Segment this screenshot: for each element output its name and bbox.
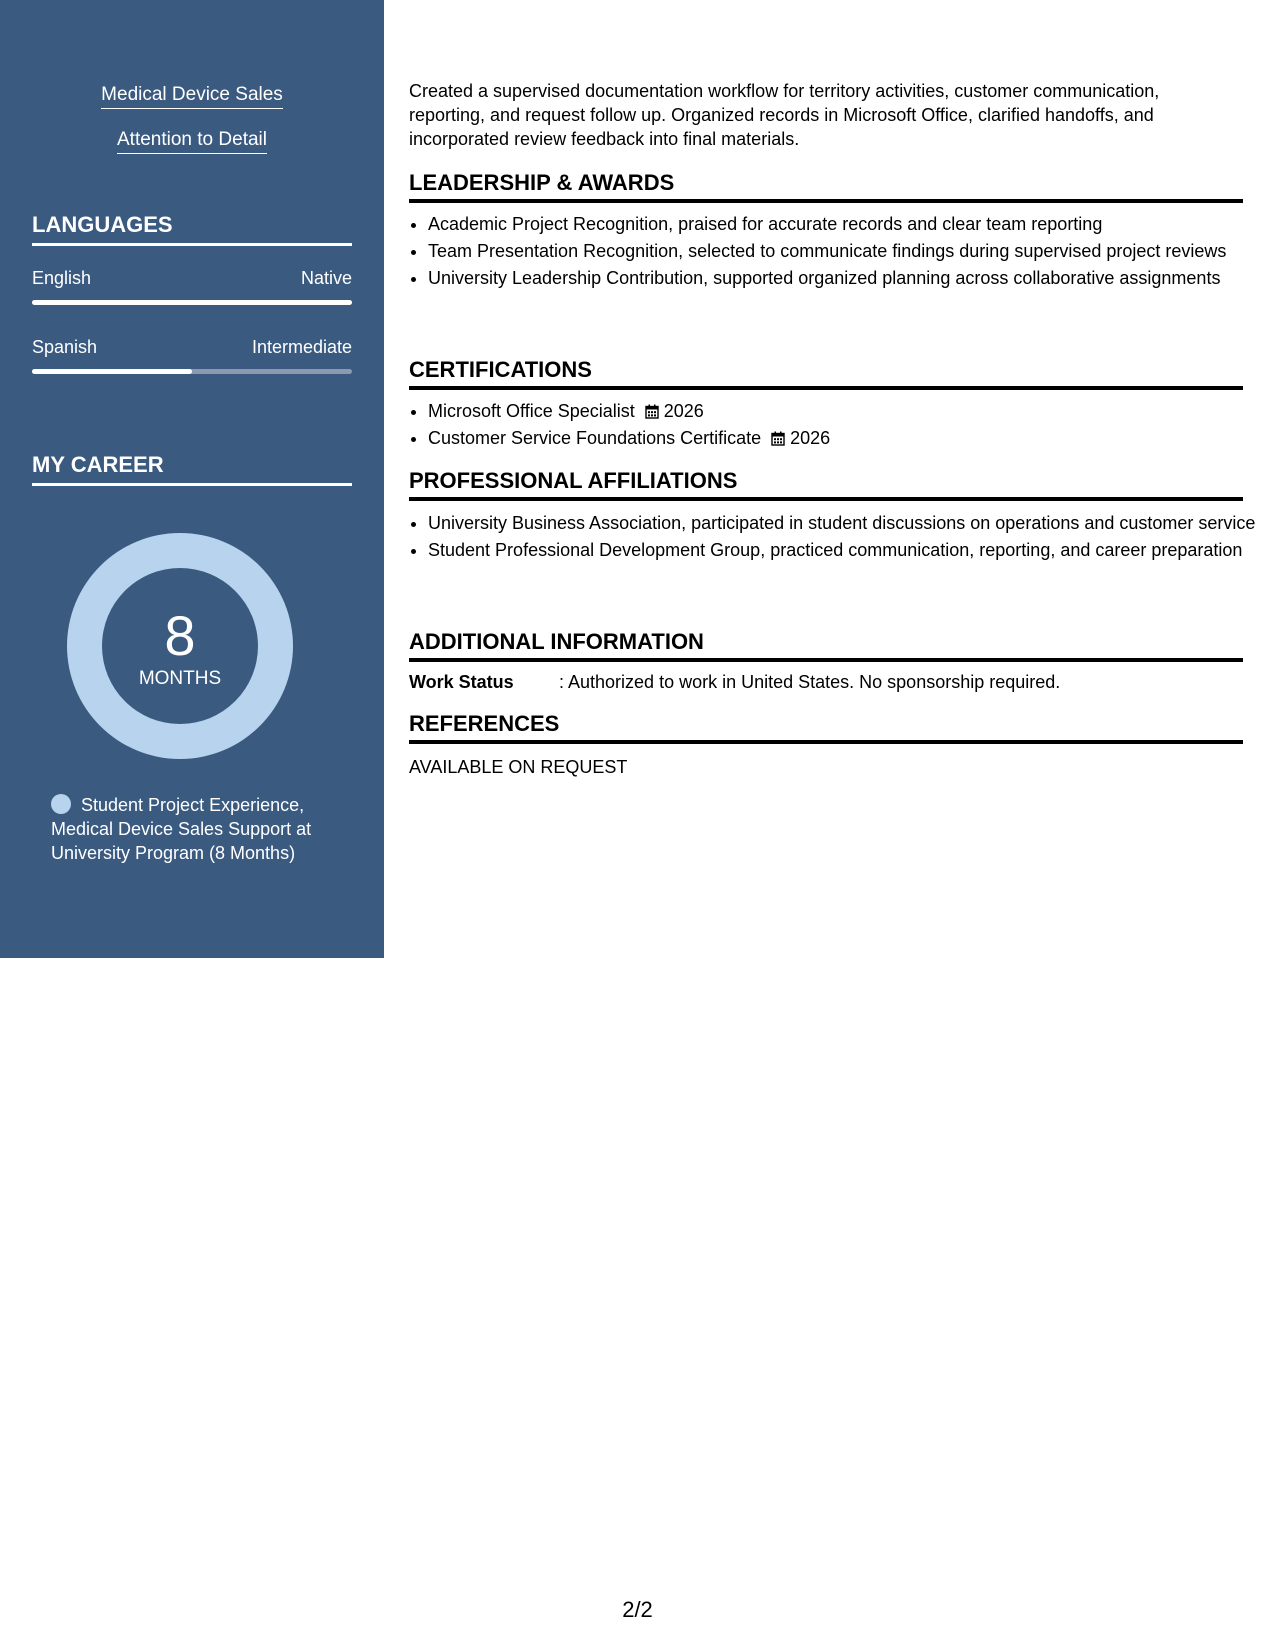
work-status-value: : Authorized to work in United States. No sponsorship required. bbox=[559, 672, 1061, 692]
language-proficiency-fill bbox=[32, 300, 352, 305]
certifications-heading: CERTIFICATIONS bbox=[409, 357, 1243, 390]
certification-name: Customer Service Foundations Certificate bbox=[428, 428, 762, 448]
career-total-center bbox=[102, 568, 258, 724]
language-level: Native bbox=[300, 268, 352, 288]
affiliations-heading: PROFESSIONAL AFFILIATIONS bbox=[409, 468, 1243, 501]
calendar-icon bbox=[771, 431, 785, 446]
certification-year: 2026 bbox=[663, 401, 704, 421]
certification-year: 2026 bbox=[790, 428, 831, 448]
language-name: English bbox=[32, 268, 92, 288]
career-total-ring bbox=[67, 533, 293, 759]
language-proficiency-bar bbox=[32, 369, 352, 374]
references-text: AVAILABLE ON REQUEST bbox=[409, 757, 628, 777]
page-number: 2/2 bbox=[622, 1597, 653, 1622]
list-item: • Academic Project Recognition, praised for accurate records and clear team reporting bbox=[428, 212, 1262, 236]
skill-label: Medical Device Sales bbox=[101, 84, 283, 109]
work-status-row bbox=[409, 670, 1060, 694]
additional-info-heading: ADDITIONAL INFORMATION bbox=[409, 629, 1243, 662]
list-item: • University Business Association, participated in student discussions on operations and customer service bbox=[428, 511, 1262, 535]
experience-description: Created a supervised documentation workflow for territory activities, customer communication, reporting, and request follow up. Organized records in Microsoft Office, clarified handoffs, and incorporated review feedback into final materials. bbox=[409, 81, 1160, 149]
career-entry-text: Student Project Experience, Medical Device Sales Support at University Program (8 Months) bbox=[51, 795, 312, 863]
list-item bbox=[428, 426, 1262, 450]
language-proficiency-bar bbox=[32, 300, 352, 305]
language-row bbox=[32, 268, 352, 289]
skill-label: Attention to Detail bbox=[117, 129, 267, 154]
list-item: • Team Presentation Recognition, selected to communicate findings during supervised project reviews bbox=[428, 239, 1262, 263]
affiliations-list bbox=[409, 511, 1262, 565]
certification-name: Microsoft Office Specialist bbox=[428, 401, 635, 421]
career-total-number: 8 bbox=[164, 604, 196, 667]
leadership-list bbox=[409, 212, 1262, 293]
career-heading: MY CAREER bbox=[32, 452, 352, 486]
skill-item bbox=[0, 84, 384, 109]
career-dot-icon bbox=[51, 794, 71, 814]
sidebar bbox=[0, 0, 384, 958]
calendar-icon bbox=[645, 404, 659, 419]
leadership-heading: LEADERSHIP & AWARDS bbox=[409, 170, 1243, 203]
list-item: • University Leadership Contribution, supported organized planning across collaborative assignments bbox=[428, 266, 1262, 290]
language-row bbox=[32, 337, 352, 358]
references-heading: REFERENCES bbox=[409, 711, 1243, 744]
language-name: Spanish bbox=[32, 337, 98, 357]
list-item: • Student Professional Development Group, practiced communication, reporting, and career preparation bbox=[428, 538, 1262, 562]
career-entry bbox=[51, 793, 341, 865]
language-level: Intermediate bbox=[251, 337, 352, 357]
languages-heading: LANGUAGES bbox=[32, 212, 352, 246]
language-proficiency-fill bbox=[32, 369, 192, 374]
certifications-list bbox=[409, 399, 1262, 453]
list-item bbox=[428, 399, 1262, 423]
work-status-label: Work Status bbox=[409, 672, 514, 692]
career-total-unit: MONTHS bbox=[138, 668, 222, 689]
skill-item bbox=[0, 129, 384, 154]
